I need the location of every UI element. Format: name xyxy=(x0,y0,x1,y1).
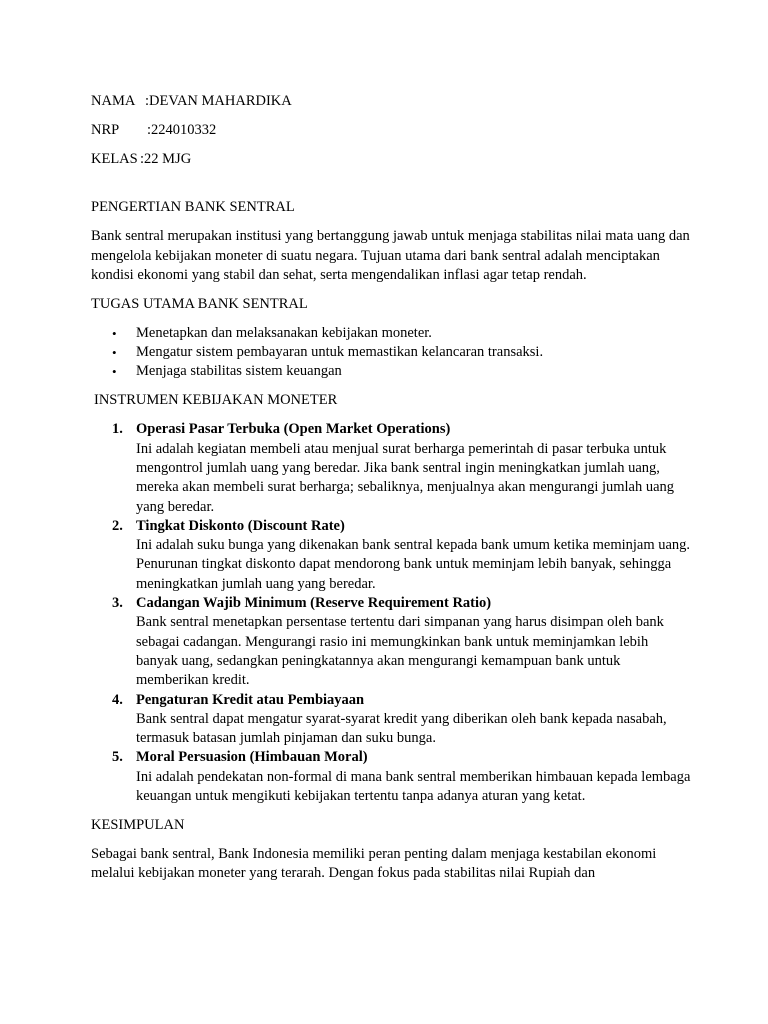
item-description: Bank sentral menetapkan persentase tertentu dari simpanan yang harus disimpan oleh bank sebagai cadangan. Mengurangi rasio ini memungkinkan bank untuk meminjamkan lebih banyak uang, sedangkan peningkatannya akan mengurangi kemampuan bank untuk memberikan kredit. xyxy=(136,614,664,689)
nama-value: :DEVAN MAHARDIKA xyxy=(145,93,292,109)
item-title: Tingkat Diskonto (Discount Rate) xyxy=(136,517,345,534)
nama-label: NAMA xyxy=(91,93,136,109)
kelas-label: KELAS xyxy=(91,150,138,167)
kelas-value: :22 MJG xyxy=(140,150,192,167)
item-description: Ini adalah kegiatan membeli atau menjual surat berharga pemerintah di pasar terbuka untuk mengontrol jumlah uang yang beredar. Jika bank sentral ingin meningkatkan jumlah uang, mereka akan membeli surat berharga; sebaliknya, menjualnya akan mengurangi jumlah uang yang beredar. xyxy=(136,440,675,515)
paragraph-pengertian: Bank sentral merupakan institusi yang bertanggung jawab untuk menjaga stabilitas nilai mata uang dan mengelola kebijakan moneter di suatu negara. Tujuan utama dari bank sentral adalah menciptakan kondisi ekonomi yang stabil dan sehat, serta mengendalikan inflasi agar tetap rendah. xyxy=(91,228,690,283)
bullet-icon: • xyxy=(112,325,117,341)
list-item xyxy=(91,517,691,594)
document-page xyxy=(91,92,691,884)
list-item xyxy=(91,420,691,516)
item-description: Ini adalah suku bunga yang dikenakan bank sentral kepada bank umum ketika meminjam uang. Penurunan tingkat diskonto dapat mendorong bank untuk meminjam lebih banyak, sehingga meningkatkan jumlah uang yang beredar. xyxy=(136,537,691,592)
list-number: 3. xyxy=(112,595,123,612)
nrp-label: NRP xyxy=(91,121,120,138)
bullet-icon: • xyxy=(112,345,117,361)
list-number: 5. xyxy=(112,749,123,766)
list-item xyxy=(91,691,691,749)
field-nrp xyxy=(91,121,691,140)
heading-pengertian: PENGERTIAN BANK SENTRAL xyxy=(91,199,295,216)
list-item xyxy=(91,324,691,343)
list-item-text: Menjaga stabilitas sistem keuangan xyxy=(136,363,342,380)
list-item xyxy=(91,748,691,806)
instrumen-list xyxy=(91,420,691,806)
item-title: Cadangan Wajib Minimum (Reserve Requirement Ratio) xyxy=(136,595,492,612)
list-item xyxy=(91,362,691,381)
item-description: Ini adalah pendekatan non-formal di mana bank sentral memberikan himbauan kepada lembaga keuangan untuk mengikuti kebijakan tertentu tanpa adanya aturan yang ketat. xyxy=(136,768,691,805)
item-title: Moral Persuasion (Himbauan Moral) xyxy=(136,749,368,766)
list-item xyxy=(91,594,691,690)
paragraph-kesimpulan: Sebagai bank sentral, Bank Indonesia memiliki peran penting dalam menjaga kestabilan ekonomi melalui kebijakan moneter yang terarah. Dengan fokus pada stabilitas nilai Rupiah dan xyxy=(91,845,657,882)
list-number: 1. xyxy=(112,421,123,438)
heading-kesimpulan: KESIMPULAN xyxy=(91,817,185,833)
heading-instrumen: INSTRUMEN KEBIJAKAN MONETER xyxy=(94,392,338,409)
list-number: 2. xyxy=(112,517,123,534)
heading-tugas: TUGAS UTAMA BANK SENTRAL xyxy=(91,295,308,312)
field-kelas xyxy=(91,150,691,169)
nrp-value: :224010332 xyxy=(147,121,217,138)
list-item-text: Menetapkan dan melaksanakan kebijakan moneter. xyxy=(136,324,432,341)
item-title: Pengaturan Kredit atau Pembiayaan xyxy=(136,691,365,708)
list-item-text: Mengatur sistem pembayaran untuk memastikan kelancaran transaksi. xyxy=(136,344,544,361)
bullet-icon: • xyxy=(112,364,117,380)
list-number: 4. xyxy=(112,691,123,708)
field-nama xyxy=(91,92,691,111)
tugas-list xyxy=(91,324,691,382)
list-item xyxy=(91,343,691,362)
item-title: Operasi Pasar Terbuka (Open Market Operations) xyxy=(136,421,451,438)
item-description: Bank sentral dapat mengatur syarat-syarat kredit yang diberikan oleh bank kepada nasabah, termasuk batasan jumlah pinjaman dan suku bunga. xyxy=(136,710,667,747)
